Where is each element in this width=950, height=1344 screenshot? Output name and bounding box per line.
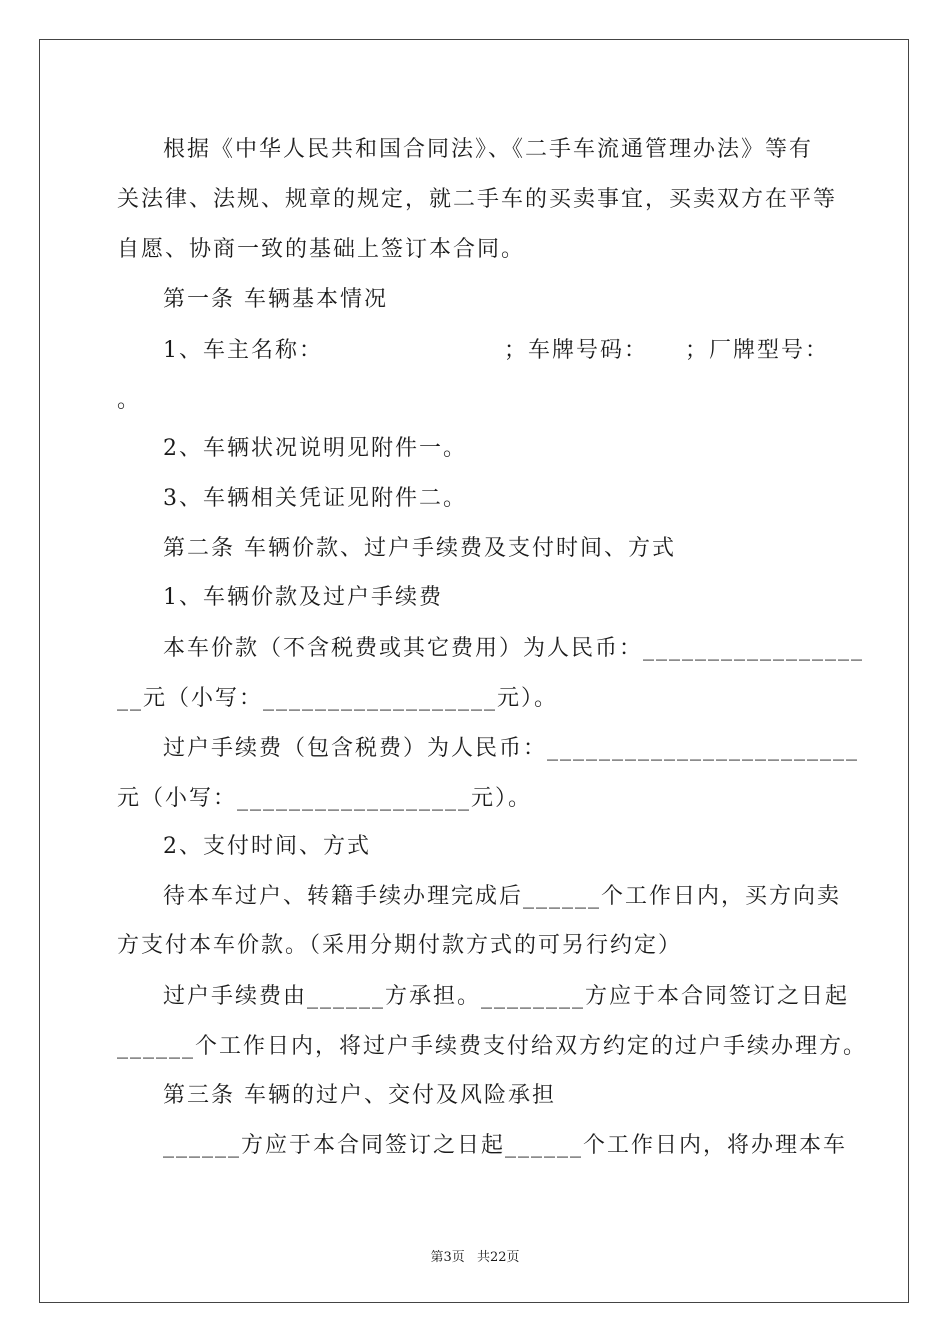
paragraph-line: ______个工作日内，将过户手续费支付给双方约定的过户手续办理方。: [117, 1034, 868, 1059]
paragraph-line: __元（小写：__________________元）。: [117, 686, 559, 711]
paragraph-line: 关法律、法规、规章的规定，就二手车的买卖事宜，买卖双方在平等: [117, 187, 838, 212]
paragraph-line: ______方应于本合同签订之日起______个工作日内，将办理本车: [163, 1133, 848, 1158]
page-total: 共22页: [476, 1250, 520, 1265]
paragraph-line: 本车价款（不含税费或其它费用）为人民币：_________________: [163, 636, 865, 661]
paragraph-line: 根据《中华人民共和国合同法》、《二手车流通管理办法》等有: [163, 137, 814, 162]
paragraph-line: 2、支付时间、方式: [163, 834, 371, 859]
paragraph-line: 过户手续费（包含税费）为人民币：________________________: [163, 736, 860, 761]
paragraph-line: 自愿、协商一致的基础上签订本合同。: [117, 237, 526, 262]
page-number: [0, 1246, 950, 1265]
paragraph-line: 方支付本车价款。（采用分期付款方式的可另行约定）: [117, 933, 683, 958]
paragraph-line: 过户手续费由______方承担。________方应于本合同签订之日起: [163, 984, 850, 1009]
paragraph-line: 3、车辆相关凭证见附件二。: [163, 486, 467, 511]
paragraph-line: 元（小写：__________________元）。: [117, 786, 533, 811]
page-current: 第3页: [430, 1250, 465, 1265]
page-border: [39, 39, 909, 1303]
paragraph-line: 。: [117, 388, 142, 413]
section-heading: 第一条 车辆基本情况: [163, 287, 388, 312]
paragraph-line: 待本车过户、转籍手续办理完成后______个工作日内，买方向卖: [163, 884, 842, 909]
section-heading: 第三条 车辆的过户、交付及风险承担: [163, 1083, 556, 1108]
section-heading: 第二条 车辆价款、过户手续费及支付时间、方式: [163, 536, 676, 561]
paragraph-line: 1、车主名称： ；车牌号码： ；厂牌型号：: [163, 338, 829, 363]
paragraph-line: 2、车辆状况说明见附件一。: [163, 436, 467, 461]
paragraph-line: 1、车辆价款及过户手续费: [163, 585, 443, 610]
